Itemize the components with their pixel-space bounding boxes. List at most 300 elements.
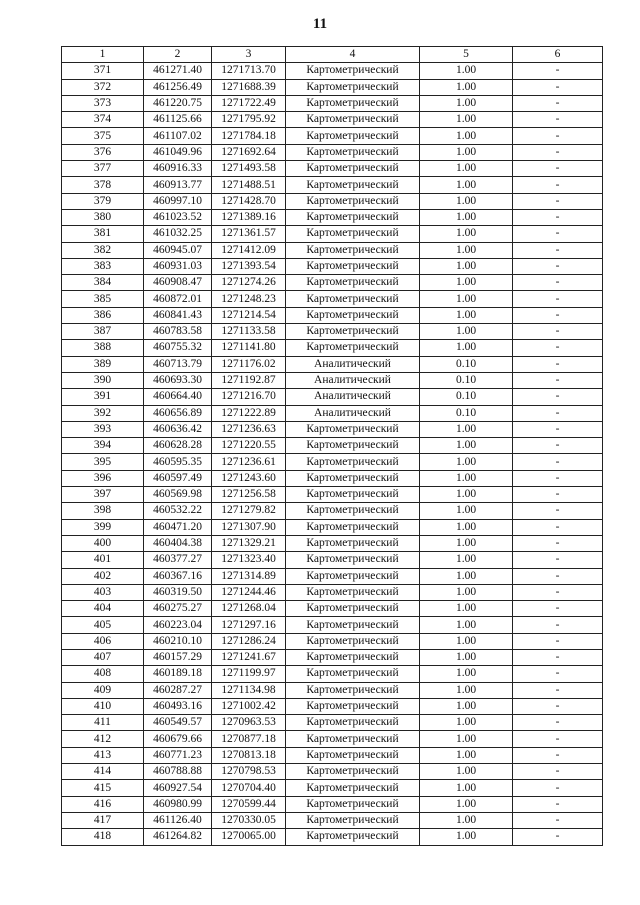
coordinates-table-container: [61, 46, 602, 846]
description-cell: -: [513, 633, 603, 649]
description-cell: -: [513, 405, 603, 421]
coordinates-table: [61, 46, 603, 846]
table-row: [62, 666, 603, 682]
y-coordinate-cell: 1271428.70: [212, 193, 286, 209]
method-cell: Картометрический: [286, 421, 420, 437]
accuracy-cell: 1.00: [420, 242, 513, 258]
description-cell: -: [513, 780, 603, 796]
accuracy-cell: 1.00: [420, 698, 513, 714]
method-cell: Картометрический: [286, 698, 420, 714]
x-coordinate-cell: 460377.27: [144, 552, 212, 568]
table-row: [62, 291, 603, 307]
point-number-cell: 403: [62, 584, 144, 600]
description-cell: -: [513, 144, 603, 160]
accuracy-cell: 1.00: [420, 812, 513, 828]
x-coordinate-cell: 461023.52: [144, 209, 212, 225]
point-number-cell: 387: [62, 324, 144, 340]
y-coordinate-cell: 1271141.80: [212, 340, 286, 356]
x-coordinate-cell: 460569.98: [144, 487, 212, 503]
description-cell: -: [513, 747, 603, 763]
method-cell: Картометрический: [286, 242, 420, 258]
x-coordinate-cell: 460916.33: [144, 161, 212, 177]
point-number-cell: 411: [62, 715, 144, 731]
table-row: [62, 356, 603, 372]
method-cell: Картометрический: [286, 470, 420, 486]
y-coordinate-cell: 1271286.24: [212, 633, 286, 649]
y-coordinate-cell: 1271713.70: [212, 63, 286, 79]
method-cell: Картометрический: [286, 340, 420, 356]
table-row: [62, 470, 603, 486]
table-row: [62, 601, 603, 617]
table-row: [62, 829, 603, 845]
x-coordinate-cell: 460595.35: [144, 454, 212, 470]
x-coordinate-cell: 460549.57: [144, 715, 212, 731]
table-row: [62, 340, 603, 356]
description-cell: -: [513, 177, 603, 193]
method-cell: Картометрический: [286, 568, 420, 584]
point-number-cell: 386: [62, 307, 144, 323]
method-cell: Картометрический: [286, 796, 420, 812]
description-cell: -: [513, 161, 603, 177]
y-coordinate-cell: 1271393.54: [212, 258, 286, 274]
table-row: [62, 226, 603, 242]
description-cell: -: [513, 275, 603, 291]
page-number: 11: [312, 16, 328, 32]
method-cell: Картометрический: [286, 487, 420, 503]
x-coordinate-cell: 460493.16: [144, 698, 212, 714]
accuracy-cell: 1.00: [420, 95, 513, 111]
y-coordinate-cell: 1271002.42: [212, 698, 286, 714]
x-coordinate-cell: 460679.66: [144, 731, 212, 747]
accuracy-cell: 1.00: [420, 291, 513, 307]
x-coordinate-cell: 460471.20: [144, 519, 212, 535]
table-row: [62, 161, 603, 177]
description-cell: -: [513, 79, 603, 95]
accuracy-cell: 1.00: [420, 747, 513, 763]
x-coordinate-cell: 460841.43: [144, 307, 212, 323]
y-coordinate-cell: 1271493.58: [212, 161, 286, 177]
point-number-cell: 413: [62, 747, 144, 763]
point-number-cell: 389: [62, 356, 144, 372]
method-cell: Аналитический: [286, 389, 420, 405]
y-coordinate-cell: 1271389.16: [212, 209, 286, 225]
x-coordinate-cell: 460223.04: [144, 617, 212, 633]
x-coordinate-cell: 460788.88: [144, 764, 212, 780]
accuracy-cell: 1.00: [420, 666, 513, 682]
accuracy-cell: 1.00: [420, 128, 513, 144]
description-cell: -: [513, 438, 603, 454]
method-cell: Картометрический: [286, 128, 420, 144]
method-cell: Картометрический: [286, 291, 420, 307]
accuracy-cell: 1.00: [420, 275, 513, 291]
x-coordinate-cell: 461107.02: [144, 128, 212, 144]
x-coordinate-cell: 460771.23: [144, 747, 212, 763]
description-cell: -: [513, 470, 603, 486]
x-coordinate-cell: 460367.16: [144, 568, 212, 584]
table-row: [62, 584, 603, 600]
table-row: [62, 715, 603, 731]
method-cell: Картометрический: [286, 79, 420, 95]
accuracy-cell: 1.00: [420, 63, 513, 79]
column-header: 2: [144, 47, 212, 63]
point-number-cell: 406: [62, 633, 144, 649]
table-row: [62, 112, 603, 128]
x-coordinate-cell: 460980.99: [144, 796, 212, 812]
description-cell: -: [513, 503, 603, 519]
x-coordinate-cell: 460628.28: [144, 438, 212, 454]
point-number-cell: 392: [62, 405, 144, 421]
description-cell: -: [513, 193, 603, 209]
y-coordinate-cell: 1271361.57: [212, 226, 286, 242]
column-header: 5: [420, 47, 513, 63]
description-cell: -: [513, 258, 603, 274]
description-cell: -: [513, 601, 603, 617]
y-coordinate-cell: 1271329.21: [212, 535, 286, 551]
table-row: [62, 747, 603, 763]
table-row: [62, 487, 603, 503]
point-number-cell: 379: [62, 193, 144, 209]
accuracy-cell: 1.00: [420, 633, 513, 649]
point-number-cell: 382: [62, 242, 144, 258]
y-coordinate-cell: 1271134.98: [212, 682, 286, 698]
table-row: [62, 324, 603, 340]
table-row: [62, 405, 603, 421]
accuracy-cell: 1.00: [420, 470, 513, 486]
x-coordinate-cell: 460664.40: [144, 389, 212, 405]
table-row: [62, 796, 603, 812]
method-cell: Картометрический: [286, 764, 420, 780]
method-cell: Картометрический: [286, 63, 420, 79]
point-number-cell: 381: [62, 226, 144, 242]
column-header: 1: [62, 47, 144, 63]
x-coordinate-cell: 460931.03: [144, 258, 212, 274]
x-coordinate-cell: 460656.89: [144, 405, 212, 421]
point-number-cell: 388: [62, 340, 144, 356]
accuracy-cell: 1.00: [420, 649, 513, 665]
description-cell: -: [513, 356, 603, 372]
table-row: [62, 535, 603, 551]
method-cell: Картометрический: [286, 438, 420, 454]
point-number-cell: 396: [62, 470, 144, 486]
table-row: [62, 698, 603, 714]
point-number-cell: 375: [62, 128, 144, 144]
accuracy-cell: 0.10: [420, 356, 513, 372]
point-number-cell: 398: [62, 503, 144, 519]
description-cell: -: [513, 95, 603, 111]
y-coordinate-cell: 1270065.00: [212, 829, 286, 845]
y-coordinate-cell: 1271307.90: [212, 519, 286, 535]
y-coordinate-cell: 1270963.53: [212, 715, 286, 731]
y-coordinate-cell: 1271192.87: [212, 372, 286, 388]
description-cell: -: [513, 307, 603, 323]
point-number-cell: 380: [62, 209, 144, 225]
point-number-cell: 378: [62, 177, 144, 193]
accuracy-cell: 1.00: [420, 682, 513, 698]
y-coordinate-cell: 1271784.18: [212, 128, 286, 144]
description-cell: -: [513, 812, 603, 828]
description-cell: -: [513, 454, 603, 470]
table-row: [62, 389, 603, 405]
x-coordinate-cell: 460636.42: [144, 421, 212, 437]
accuracy-cell: 1.00: [420, 715, 513, 731]
x-coordinate-cell: 460404.38: [144, 535, 212, 551]
method-cell: Картометрический: [286, 682, 420, 698]
y-coordinate-cell: 1271236.61: [212, 454, 286, 470]
x-coordinate-cell: 460693.30: [144, 372, 212, 388]
table-row: [62, 421, 603, 437]
method-cell: Аналитический: [286, 372, 420, 388]
y-coordinate-cell: 1271243.60: [212, 470, 286, 486]
point-number-cell: 374: [62, 112, 144, 128]
accuracy-cell: 1.00: [420, 780, 513, 796]
method-cell: Картометрический: [286, 552, 420, 568]
x-coordinate-cell: 461125.66: [144, 112, 212, 128]
table-row: [62, 454, 603, 470]
x-coordinate-cell: 460913.77: [144, 177, 212, 193]
point-number-cell: 372: [62, 79, 144, 95]
y-coordinate-cell: 1271256.58: [212, 487, 286, 503]
point-number-cell: 414: [62, 764, 144, 780]
method-cell: Картометрический: [286, 812, 420, 828]
point-number-cell: 383: [62, 258, 144, 274]
method-cell: Картометрический: [286, 503, 420, 519]
accuracy-cell: 1.00: [420, 177, 513, 193]
method-cell: Картометрический: [286, 193, 420, 209]
accuracy-cell: 1.00: [420, 144, 513, 160]
point-number-cell: 377: [62, 161, 144, 177]
point-number-cell: 405: [62, 617, 144, 633]
table-row: [62, 682, 603, 698]
description-cell: -: [513, 291, 603, 307]
table-row: [62, 95, 603, 111]
y-coordinate-cell: 1271220.55: [212, 438, 286, 454]
accuracy-cell: 1.00: [420, 112, 513, 128]
description-cell: -: [513, 666, 603, 682]
accuracy-cell: 1.00: [420, 161, 513, 177]
table-row: [62, 209, 603, 225]
x-coordinate-cell: 461220.75: [144, 95, 212, 111]
description-cell: -: [513, 715, 603, 731]
point-number-cell: 402: [62, 568, 144, 584]
x-coordinate-cell: 460872.01: [144, 291, 212, 307]
method-cell: Аналитический: [286, 356, 420, 372]
x-coordinate-cell: 460157.29: [144, 649, 212, 665]
description-cell: -: [513, 421, 603, 437]
y-coordinate-cell: 1271488.51: [212, 177, 286, 193]
description-cell: -: [513, 552, 603, 568]
y-coordinate-cell: 1270330.05: [212, 812, 286, 828]
point-number-cell: 410: [62, 698, 144, 714]
table-row: [62, 63, 603, 79]
description-cell: -: [513, 209, 603, 225]
method-cell: Картометрический: [286, 715, 420, 731]
y-coordinate-cell: 1271176.02: [212, 356, 286, 372]
point-number-cell: 417: [62, 812, 144, 828]
description-cell: -: [513, 112, 603, 128]
description-cell: -: [513, 796, 603, 812]
x-coordinate-cell: 460945.07: [144, 242, 212, 258]
point-number-cell: 401: [62, 552, 144, 568]
description-cell: -: [513, 63, 603, 79]
accuracy-cell: 1.00: [420, 829, 513, 845]
accuracy-cell: 1.00: [420, 454, 513, 470]
x-coordinate-cell: 461264.82: [144, 829, 212, 845]
table-row: [62, 177, 603, 193]
x-coordinate-cell: 460755.32: [144, 340, 212, 356]
accuracy-cell: 1.00: [420, 796, 513, 812]
point-number-cell: 399: [62, 519, 144, 535]
method-cell: Картометрический: [286, 258, 420, 274]
point-number-cell: 409: [62, 682, 144, 698]
point-number-cell: 376: [62, 144, 144, 160]
accuracy-cell: 1.00: [420, 193, 513, 209]
point-number-cell: 397: [62, 487, 144, 503]
accuracy-cell: 1.00: [420, 503, 513, 519]
table-row: [62, 242, 603, 258]
method-cell: Картометрический: [286, 275, 420, 291]
description-cell: -: [513, 324, 603, 340]
accuracy-cell: 1.00: [420, 617, 513, 633]
method-cell: Картометрический: [286, 649, 420, 665]
accuracy-cell: 1.00: [420, 79, 513, 95]
description-cell: -: [513, 226, 603, 242]
table-row: [62, 307, 603, 323]
x-coordinate-cell: 460319.50: [144, 584, 212, 600]
method-cell: Картометрический: [286, 780, 420, 796]
table-row: [62, 764, 603, 780]
accuracy-cell: 1.00: [420, 209, 513, 225]
accuracy-cell: 1.00: [420, 307, 513, 323]
method-cell: Картометрический: [286, 324, 420, 340]
point-number-cell: 416: [62, 796, 144, 812]
accuracy-cell: 1.00: [420, 584, 513, 600]
description-cell: -: [513, 242, 603, 258]
point-number-cell: 384: [62, 275, 144, 291]
method-cell: Аналитический: [286, 405, 420, 421]
y-coordinate-cell: 1271274.26: [212, 275, 286, 291]
table-row: [62, 275, 603, 291]
y-coordinate-cell: 1270704.40: [212, 780, 286, 796]
table-body: [62, 63, 603, 845]
description-cell: -: [513, 340, 603, 356]
x-coordinate-cell: 460927.54: [144, 780, 212, 796]
point-number-cell: 395: [62, 454, 144, 470]
x-coordinate-cell: 461271.40: [144, 63, 212, 79]
description-cell: -: [513, 584, 603, 600]
accuracy-cell: 0.10: [420, 389, 513, 405]
accuracy-cell: 0.10: [420, 372, 513, 388]
accuracy-cell: 1.00: [420, 226, 513, 242]
table-row: [62, 519, 603, 535]
method-cell: Картометрический: [286, 731, 420, 747]
method-cell: Картометрический: [286, 633, 420, 649]
table-row: [62, 812, 603, 828]
point-number-cell: 373: [62, 95, 144, 111]
method-cell: Картометрический: [286, 144, 420, 160]
x-coordinate-cell: 460210.10: [144, 633, 212, 649]
y-coordinate-cell: 1271214.54: [212, 307, 286, 323]
description-cell: -: [513, 829, 603, 845]
accuracy-cell: 1.00: [420, 438, 513, 454]
y-coordinate-cell: 1271216.70: [212, 389, 286, 405]
accuracy-cell: 1.00: [420, 535, 513, 551]
table-row: [62, 617, 603, 633]
method-cell: Картометрический: [286, 617, 420, 633]
header-row: [62, 47, 603, 63]
y-coordinate-cell: 1270813.18: [212, 747, 286, 763]
y-coordinate-cell: 1271133.58: [212, 324, 286, 340]
x-coordinate-cell: 460287.27: [144, 682, 212, 698]
table-row: [62, 258, 603, 274]
point-number-cell: 408: [62, 666, 144, 682]
y-coordinate-cell: 1271236.63: [212, 421, 286, 437]
y-coordinate-cell: 1271279.82: [212, 503, 286, 519]
description-cell: -: [513, 128, 603, 144]
point-number-cell: 371: [62, 63, 144, 79]
y-coordinate-cell: 1271268.04: [212, 601, 286, 617]
point-number-cell: 412: [62, 731, 144, 747]
x-coordinate-cell: 460997.10: [144, 193, 212, 209]
table-header: [62, 47, 603, 63]
table-row: [62, 633, 603, 649]
description-cell: -: [513, 372, 603, 388]
method-cell: Картометрический: [286, 535, 420, 551]
y-coordinate-cell: 1271199.97: [212, 666, 286, 682]
table-row: [62, 372, 603, 388]
method-cell: Картометрический: [286, 519, 420, 535]
table-row: [62, 649, 603, 665]
description-cell: -: [513, 682, 603, 698]
accuracy-cell: 1.00: [420, 519, 513, 535]
y-coordinate-cell: 1271795.92: [212, 112, 286, 128]
point-number-cell: 393: [62, 421, 144, 437]
x-coordinate-cell: 460713.79: [144, 356, 212, 372]
y-coordinate-cell: 1270798.53: [212, 764, 286, 780]
method-cell: Картометрический: [286, 161, 420, 177]
description-cell: -: [513, 568, 603, 584]
table-row: [62, 144, 603, 160]
accuracy-cell: 1.00: [420, 731, 513, 747]
method-cell: Картометрический: [286, 112, 420, 128]
table-row: [62, 128, 603, 144]
accuracy-cell: 0.10: [420, 405, 513, 421]
point-number-cell: 391: [62, 389, 144, 405]
table-row: [62, 503, 603, 519]
y-coordinate-cell: 1271222.89: [212, 405, 286, 421]
x-coordinate-cell: 460908.47: [144, 275, 212, 291]
point-number-cell: 400: [62, 535, 144, 551]
point-number-cell: 390: [62, 372, 144, 388]
method-cell: Картометрический: [286, 584, 420, 600]
table-row: [62, 193, 603, 209]
column-header: 4: [286, 47, 420, 63]
accuracy-cell: 1.00: [420, 258, 513, 274]
y-coordinate-cell: 1271688.39: [212, 79, 286, 95]
column-header: 6: [513, 47, 603, 63]
y-coordinate-cell: 1271244.46: [212, 584, 286, 600]
point-number-cell: 394: [62, 438, 144, 454]
y-coordinate-cell: 1271722.49: [212, 95, 286, 111]
table-row: [62, 79, 603, 95]
x-coordinate-cell: 461126.40: [144, 812, 212, 828]
accuracy-cell: 1.00: [420, 324, 513, 340]
method-cell: Картометрический: [286, 209, 420, 225]
y-coordinate-cell: 1271314.89: [212, 568, 286, 584]
accuracy-cell: 1.00: [420, 340, 513, 356]
x-coordinate-cell: 460783.58: [144, 324, 212, 340]
method-cell: Картометрический: [286, 666, 420, 682]
method-cell: Картометрический: [286, 226, 420, 242]
